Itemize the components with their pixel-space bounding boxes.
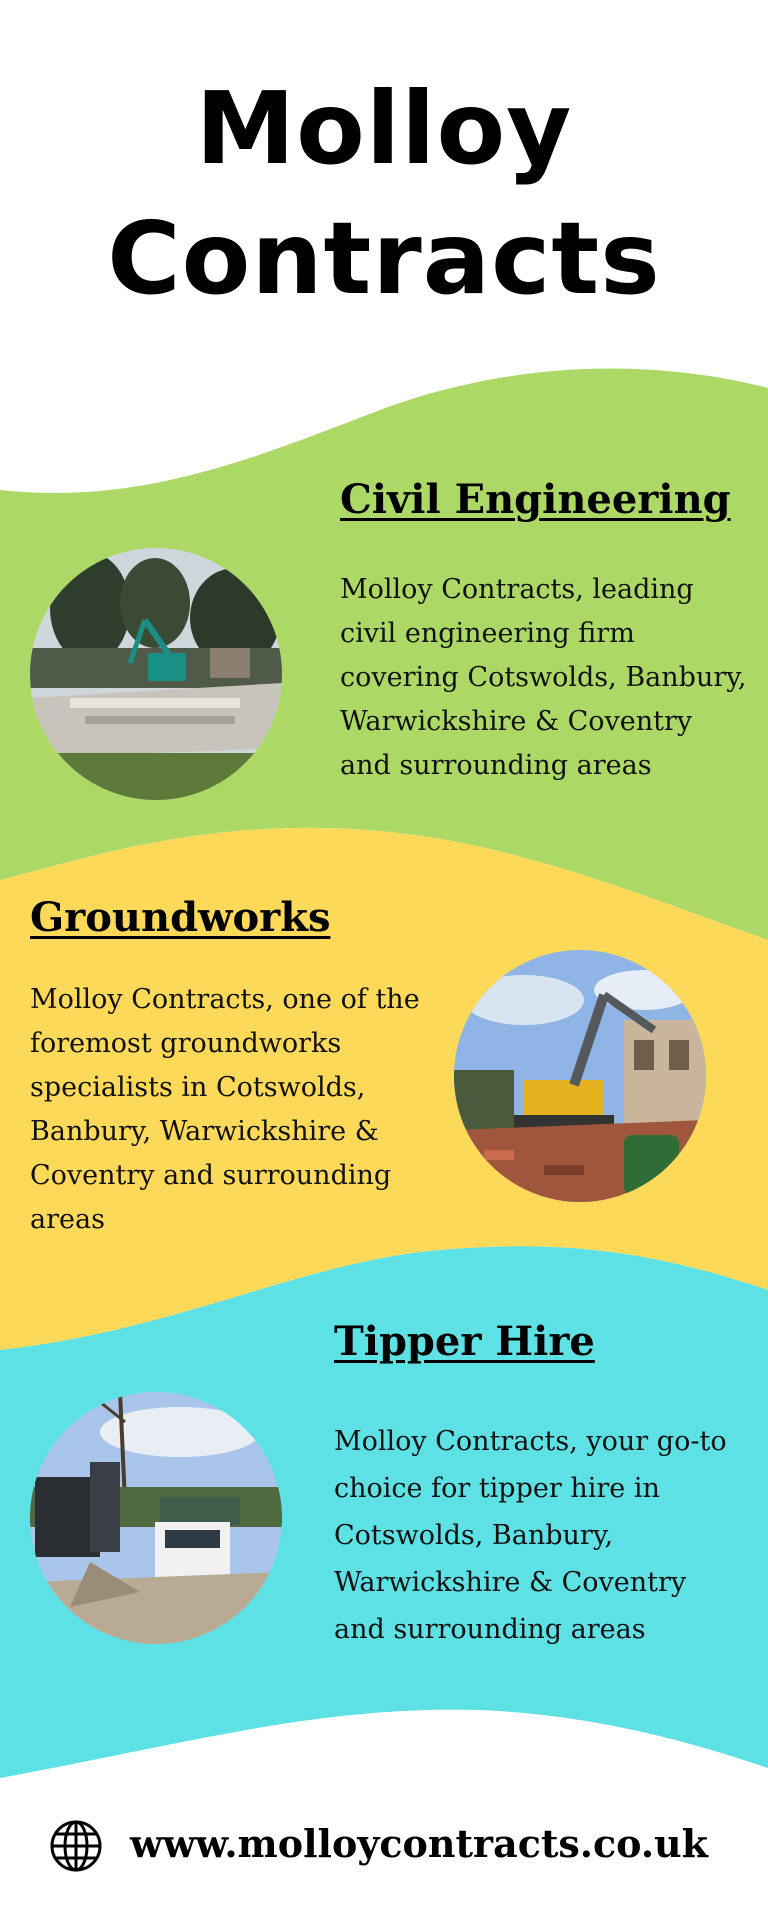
groundworks-heading: Groundworks <box>30 894 331 941</box>
title-line-2: Contracts <box>107 200 661 317</box>
civil-engineering-photo <box>30 548 282 800</box>
page-title <box>0 64 768 324</box>
title-line-1: Molloy <box>195 70 573 187</box>
website-link[interactable]: www.molloycontracts.co.uk <box>130 1821 709 1866</box>
civil-engineering-text: Molloy Contracts, leading civil engineering firm covering Cotswolds, Banbury, Warwickshire & Coventry and surrounding areas <box>340 574 747 781</box>
demolition-photo-icon <box>454 950 706 1202</box>
tipper-hire-text: Molloy Contracts, your go-to choice for tipper hire in Cotswolds, Banbury, Warwickshire & Coventry and surrounding areas <box>334 1426 727 1645</box>
civil-engineering-heading: Civil Engineering <box>340 476 731 523</box>
tipper-hire-heading: Tipper Hire <box>334 1318 595 1365</box>
tipper-hire-photo <box>30 1392 282 1644</box>
tipper-trucks-photo-icon <box>30 1392 282 1644</box>
excavator-site-photo-icon <box>30 548 282 800</box>
groundworks-text: Molloy Contracts, one of the foremost groundworks specialists in Cotswolds, Banbury, Warwickshire & Coventry and surrounding areas <box>30 984 420 1235</box>
groundworks-photo <box>454 950 706 1202</box>
globe-icon <box>48 1818 104 1874</box>
